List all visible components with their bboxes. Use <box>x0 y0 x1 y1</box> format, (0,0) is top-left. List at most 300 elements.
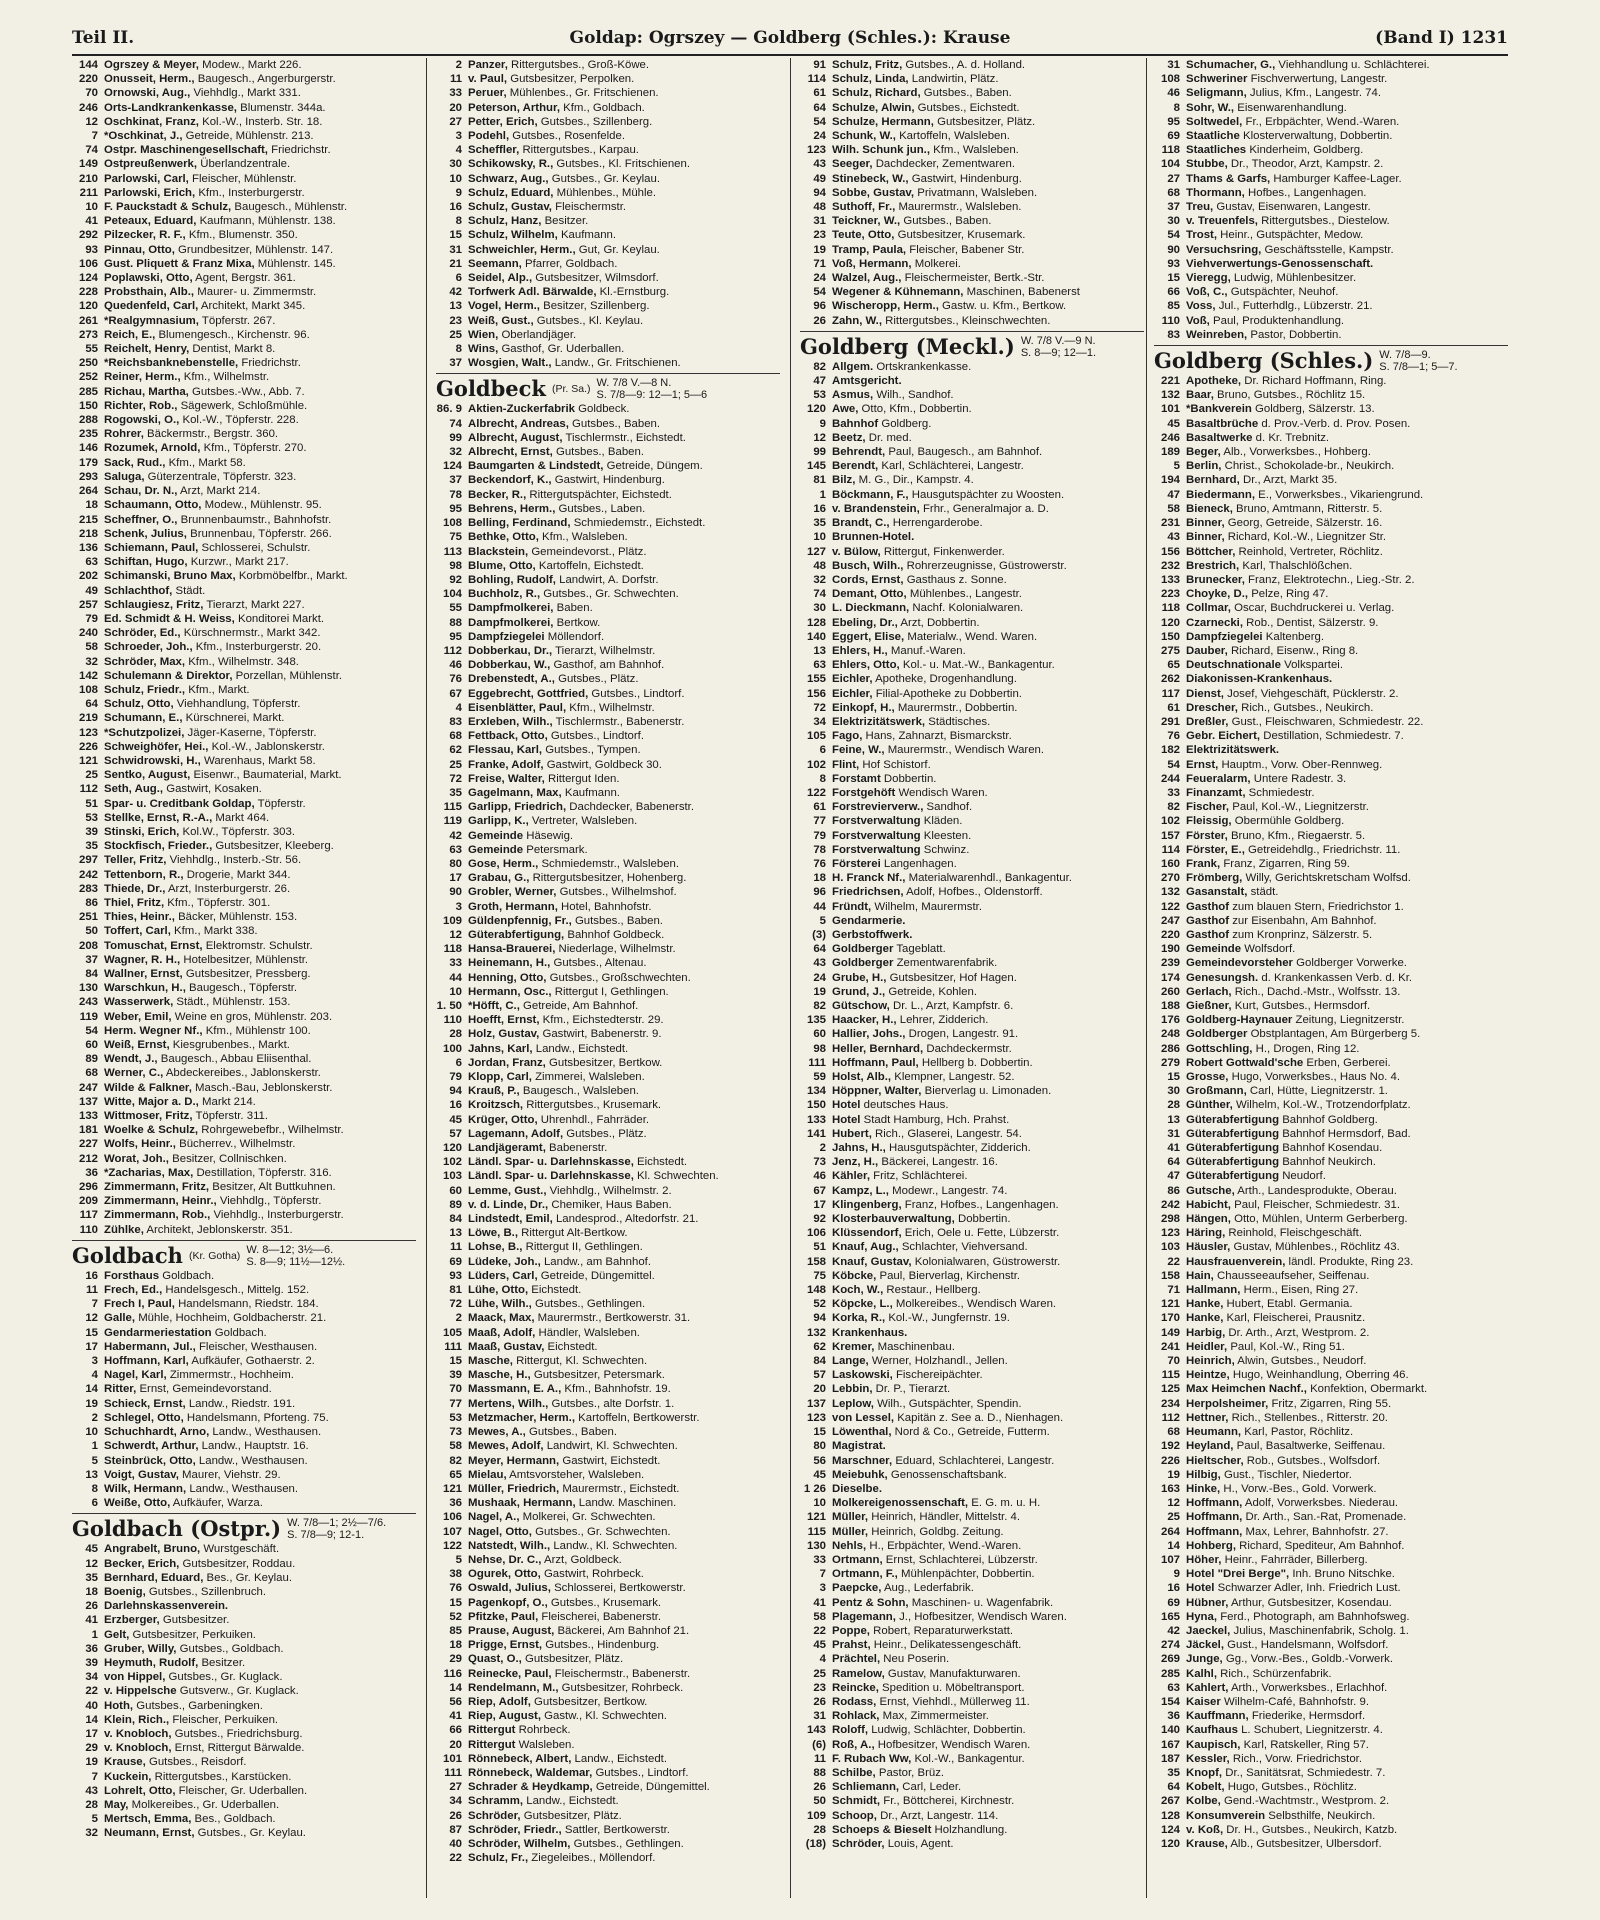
place-name: Goldbach <box>72 1242 183 1268</box>
phone-number: 22 <box>85 1685 98 1698</box>
subscriber-name: Junge, <box>1186 1653 1223 1666</box>
subscriber-details: Wilh., Sandhof. <box>873 389 954 402</box>
subscriber-details: Landesprod., Altedorfstr. 21. <box>552 1213 699 1226</box>
phone-number: 52 <box>813 1298 826 1311</box>
directory-entry <box>436 644 780 658</box>
phone-number: 121 <box>78 754 98 767</box>
directory-entry <box>436 701 780 715</box>
subscriber-name: Beckendorf, K., <box>468 474 552 487</box>
phone-number: 105 <box>806 730 826 743</box>
phone-number: 74 <box>813 588 826 601</box>
subscriber-name: Eggert, Elise, <box>832 630 905 643</box>
phone-number: 99 <box>813 446 826 459</box>
directory-entry <box>1154 1468 1508 1482</box>
subscriber-details: Karl, Pastor, Röchlitz. <box>1241 1426 1354 1439</box>
subscriber-name: Gottschling, <box>1186 1042 1253 1055</box>
directory-entry <box>1154 1638 1508 1652</box>
subscriber-details: Viehhdlg., Insterb.-Str. 56. <box>166 854 302 867</box>
subscriber-details: Reinhold, Fleischgeschäft. <box>1225 1227 1363 1240</box>
subscriber-name: Schieck, Ernst, <box>104 1397 186 1410</box>
directory-entry <box>1154 715 1508 729</box>
subscriber-name: Kessler, <box>1186 1752 1230 1765</box>
subscriber-details: Dr. Richard Hoffmann, Ring. <box>1241 375 1387 388</box>
subscriber-details: Kfm., Wilhelmstr. <box>180 371 270 384</box>
phone-number: 107 <box>442 1525 462 1538</box>
phone-number: 31 <box>813 215 826 228</box>
subscriber-details: Inh. Bruno Nitschke. <box>1289 1568 1395 1581</box>
subscriber-name: May, <box>104 1798 129 1811</box>
subscriber-name: Forstrevierverw., <box>832 801 924 814</box>
phone-number: 210 <box>78 172 98 185</box>
subscriber-details: Weine en gros, Mühlenstr. 203. <box>171 1010 333 1023</box>
subscriber-name: Vogel, Herm., <box>468 300 540 313</box>
subscriber-details: Gutsbes., Tympen. <box>542 744 641 757</box>
subscriber-details: Goldbach. <box>211 1326 267 1339</box>
subscriber-details: Otto, Kfm., Dobbertin. <box>858 403 972 416</box>
subscriber-details: Modewr., Langestr. 74. <box>888 1184 1008 1197</box>
subscriber-details: Gend.-Wachtmstr., Westprom. 2. <box>1220 1795 1390 1808</box>
phone-number: 156 <box>1160 545 1180 558</box>
phone-number: 90 <box>1167 243 1180 256</box>
subscriber-name: Reinecke, Paul, <box>468 1667 552 1680</box>
directory-entry <box>800 1013 1144 1027</box>
subscriber-details: Tageblatt. <box>893 943 946 956</box>
directory-entry <box>1154 1397 1508 1411</box>
phone-number: 44 <box>449 971 462 984</box>
place-name: Goldberg (Meckl.) <box>800 333 1015 359</box>
subscriber-name: Kalhl, <box>1186 1667 1218 1680</box>
place-name: Goldbach (Ostpr.) <box>72 1516 282 1542</box>
directory-entry <box>436 1042 780 1056</box>
directory-entry <box>800 157 1144 171</box>
phone-number: 39 <box>85 825 98 838</box>
subscriber-name: Forsthaus <box>104 1269 160 1282</box>
subscriber-details: Gutsbes., Gr. Keylau. <box>548 172 661 185</box>
subscriber-name: Zahn, W., <box>832 314 882 327</box>
directory-entry <box>72 853 416 867</box>
subscriber-name: Dobberkau, W., <box>468 659 551 672</box>
office-hours-line: S. 8—9; 12—1. <box>1020 346 1097 359</box>
subscriber-name: Wins, <box>468 343 499 356</box>
directory-entry <box>72 1542 416 1556</box>
header-rule <box>72 54 1508 56</box>
directory-entry <box>72 1297 416 1311</box>
phone-number: 17 <box>85 1727 98 1740</box>
place-heading <box>800 331 1144 360</box>
subscriber-details: Destillation, Töpferstr. 316. <box>193 1166 332 1179</box>
subscriber-name: Pentz & Sohn, <box>832 1596 909 1609</box>
subscriber-name: Häring, <box>1186 1227 1226 1240</box>
subscriber-details: Lehrer, Zidderich. <box>896 1014 989 1027</box>
phone-number: 8 <box>455 343 462 356</box>
subscriber-details: Hamburger Kaffee-Lager. <box>1270 172 1402 185</box>
subscriber-name: Einkopf, H., <box>832 701 895 714</box>
directory-entry <box>436 1837 780 1851</box>
subscriber-details: Gutsbes., Großschwechten. <box>546 971 691 984</box>
subscriber-details: Gutsbes.-Ww., Abb. 7. <box>188 385 305 398</box>
subscriber-details: Gutsbes., alte Dorfstr. 1. <box>548 1397 675 1410</box>
directory-entry <box>72 1038 416 1052</box>
directory-entry <box>436 1198 780 1212</box>
subscriber-name: Köbcke, <box>832 1269 877 1282</box>
directory-entry <box>800 1212 1144 1226</box>
subscriber-details: Eichstedt. <box>633 1156 688 1169</box>
directory-entry <box>72 754 416 768</box>
subscriber-name: Schoop, <box>832 1809 877 1822</box>
subscriber-details: Alb., Vorwerksbes., Hohberg. <box>1220 446 1371 459</box>
subscriber-details: Klosterverwaltung, Dobbertin. <box>1239 130 1393 143</box>
subscriber-details: Schmiedestr. <box>1245 786 1315 799</box>
subscriber-details: Franz, Hofbes., Langenhagen. <box>901 1198 1059 1211</box>
subscriber-details: Obermühle Goldberg. <box>1231 815 1345 828</box>
subscriber-details: Warenhaus, Markt 58. <box>200 754 316 767</box>
subscriber-name: Beger, <box>1186 446 1221 459</box>
phone-number: 221 <box>1160 375 1180 388</box>
directory-entry <box>436 1851 780 1865</box>
subscriber-name: Nehse, Dr. C., <box>468 1553 542 1566</box>
phone-number: 1 <box>819 488 826 501</box>
subscriber-details: Heinr., Delikatessengeschäft. <box>870 1639 1022 1652</box>
subscriber-name: Lange, <box>832 1355 869 1368</box>
phone-number: 14 <box>85 1383 98 1396</box>
subscriber-details: Gust., Tischler, Niedertor. <box>1220 1468 1352 1481</box>
subscriber-name: Grund, J., <box>832 985 886 998</box>
directory-entry <box>72 257 416 271</box>
subscriber-details: Hubert, Etabl. Germania. <box>1223 1298 1353 1311</box>
directory-entry <box>1154 1212 1508 1226</box>
subscriber-name: Sack, Rud., <box>104 456 166 469</box>
phone-number: 43 <box>1167 531 1180 544</box>
phone-number: 9 <box>819 417 826 430</box>
subscriber-details: Töpferstr. <box>254 797 306 810</box>
directory-entry <box>800 1553 1144 1567</box>
subscriber-name: Kobelt, <box>1186 1781 1225 1794</box>
subscriber-name: Gasanstalt, <box>1186 886 1248 899</box>
subscriber-details: Hauptm., Vorw. Ober-Rennweg. <box>1218 758 1383 771</box>
phone-number: 84 <box>813 1355 826 1368</box>
subscriber-name: Krüger, Otto, <box>468 1113 538 1126</box>
subscriber-name: Roß, A., <box>832 1738 875 1751</box>
subscriber-details: Besitzer, Alt Buttkuhnen. <box>209 1181 336 1194</box>
directory-entry <box>800 1454 1144 1468</box>
subscriber-name: Prigge, Ernst, <box>468 1639 543 1652</box>
directory-entry <box>1154 1297 1508 1311</box>
directory-entry <box>1154 672 1508 686</box>
phone-number: 35 <box>449 786 462 799</box>
phone-number: 5 <box>819 914 826 927</box>
subscriber-name: Garlipp, K., <box>468 815 529 828</box>
subscriber-details: Pfarrer, Goldbach. <box>521 257 618 270</box>
subscriber-name: Schulz, Eduard, <box>468 186 554 199</box>
subscriber-details: Goldberg. <box>878 417 932 430</box>
directory-entry <box>800 1411 1144 1425</box>
subscriber-details: Schmiedemstr., Walsleben. <box>538 857 680 870</box>
phone-number: 72 <box>449 1298 462 1311</box>
phone-number: 132 <box>806 1326 826 1339</box>
phone-number: 165 <box>1160 1610 1180 1623</box>
subscriber-name: Stockfisch, Frieder., <box>104 840 213 853</box>
subscriber-details: Gutsbes., Krusemark. <box>547 1596 662 1609</box>
subscriber-details: Blumengesch., Kirchenstr. 96. <box>155 328 310 341</box>
directory-entry <box>72 214 416 228</box>
phone-number: 45 <box>85 1543 98 1556</box>
subscriber-details: Ernst, Schlachterei, Lübzerstr. <box>882 1553 1038 1566</box>
subscriber-name: Erxleben, Wilh., <box>468 715 553 728</box>
subscriber-name: Müller, <box>832 1511 869 1524</box>
phone-number: 209 <box>78 1195 98 1208</box>
subscriber-name: Jenz, H., <box>832 1156 879 1169</box>
subscriber-name: Wilde & Falkner, <box>104 1081 192 1094</box>
subscriber-details: Getreide, Kohlen. <box>885 985 977 998</box>
subscriber-name: Hanke, <box>1186 1312 1224 1325</box>
subscriber-name: Peruer, <box>468 87 507 100</box>
subscriber-details: Richard, Kol.-W., Liegnitzer Str. <box>1224 531 1387 544</box>
subscriber-details: d. Krankenkassen Verb. d. Kr. <box>1258 971 1413 984</box>
subscriber-details: Gutsbesitzer, Hof Hagen. <box>886 971 1017 984</box>
subscriber-name: Heller, Bernhard, <box>832 1042 924 1055</box>
subscriber-name: Güterabfertigung <box>1186 1156 1280 1169</box>
subscriber-details: Gutsbes., Gr. Kuglack. <box>165 1671 283 1684</box>
subscriber-name: Gasthof <box>1186 928 1230 941</box>
directory-entry <box>1154 1837 1508 1851</box>
phone-number: 24 <box>813 971 826 984</box>
subscriber-name: Spar- u. Creditbank Goldap, <box>104 797 255 810</box>
subscriber-details: Tischlermstr., Babenerstr. <box>552 715 685 728</box>
subscriber-details: Gutsbesitzer, Bertkow. <box>530 1695 648 1708</box>
phone-number: 112 <box>1161 1411 1180 1424</box>
phone-number: 20 <box>449 1738 462 1751</box>
directory-entry <box>1154 1113 1508 1127</box>
directory-entry <box>1154 1581 1508 1595</box>
subscriber-details: Kfm., Walsleben. <box>929 144 1019 157</box>
directory-entry <box>72 1699 416 1713</box>
subscriber-name: Baumgarten & Lindstedt, <box>468 460 604 473</box>
column-2 <box>436 58 780 1898</box>
phone-number: 220 <box>78 73 98 86</box>
subscriber-name: Robert Gottwald'sche <box>1186 1056 1304 1069</box>
directory-entry <box>1154 1013 1508 1027</box>
phone-number: 83 <box>1167 328 1180 341</box>
phone-number: 181 <box>78 1124 98 1137</box>
phone-number: 76 <box>813 857 826 870</box>
directory-entry <box>1154 630 1508 644</box>
phone-number: 78 <box>813 843 826 856</box>
subscriber-name: Oschkinat, Franz, <box>104 115 199 128</box>
subscriber-name: Knauf, Aug., <box>832 1241 899 1254</box>
phone-number: 18 <box>85 1585 98 1598</box>
directory-entry <box>72 740 416 754</box>
directory-entry <box>1154 559 1508 573</box>
subscriber-name: Brunecker, <box>1186 573 1245 586</box>
subscriber-name: Rozumek, Arnold, <box>104 442 201 455</box>
subscriber-details: Getreide, Mühlenstr. 213. <box>182 130 314 143</box>
directory-entry <box>800 601 1144 615</box>
directory-entry <box>800 672 1144 686</box>
directory-entry <box>800 459 1144 473</box>
phone-number: 119 <box>443 815 462 828</box>
subscriber-details: städt. <box>1247 886 1279 899</box>
directory-entry <box>800 1326 1144 1340</box>
subscriber-details: Maschinenbau. <box>874 1340 955 1353</box>
subscriber-details: Besitzer. <box>198 1656 246 1669</box>
directory-entry <box>800 999 1144 1013</box>
phone-number: 27 <box>1167 172 1180 185</box>
subscriber-name: Podehl, <box>468 130 510 143</box>
phone-number: 1 <box>91 1628 98 1641</box>
subscriber-name: v. Knobloch, <box>104 1742 172 1755</box>
phone-number: 141 <box>806 1127 826 1140</box>
subscriber-details: Baugesch., Angerburgerstr. <box>194 73 336 86</box>
subscriber-name: Reich, E., <box>104 328 156 341</box>
phone-number: 150 <box>806 1099 826 1112</box>
subscriber-details: Getreide, Düngemittel. <box>592 1781 710 1794</box>
subscriber-details: Landw., Westhausen. <box>186 1482 299 1495</box>
directory-entry <box>436 1297 780 1311</box>
subscriber-name: Schulz, Otto, <box>104 698 174 711</box>
subscriber-details: Architekt, Markt 345. <box>198 300 306 313</box>
directory-entry <box>72 1812 416 1826</box>
subscriber-details: Rich., Glaserei, Langestr. 54. <box>871 1127 1022 1140</box>
subscriber-name: Eggebrecht, Gottfried, <box>468 687 589 700</box>
directory-entry <box>1154 687 1508 701</box>
directory-entry <box>72 1482 416 1496</box>
phone-number: 9 <box>455 186 462 199</box>
column-divider <box>1146 58 1147 1898</box>
subscriber-name: Gasthof <box>1186 914 1230 927</box>
subscriber-details: Christ., Schokolade-br., Neukirch. <box>1221 460 1395 473</box>
subscriber-details: Aug., Lederfabrik. <box>881 1582 974 1595</box>
subscriber-details: Bruno, Amtmann, Ritterstr. 5. <box>1232 502 1383 515</box>
subscriber-name: Garlipp, Friedrich, <box>468 801 567 814</box>
directory-entry <box>436 942 780 956</box>
phone-number: 49 <box>85 584 98 597</box>
phone-number: 93 <box>85 243 98 256</box>
subscriber-details: Otto, Mühlen, Unterm Gerberberg. <box>1230 1213 1408 1226</box>
subscriber-name: Köpcke, L., <box>832 1298 893 1311</box>
directory-entry <box>72 1741 416 1755</box>
subscriber-details: L. Schubert, Liegnitzerstr. 4. <box>1237 1724 1383 1737</box>
subscriber-details: Landw., Eichstedt. <box>523 1795 619 1808</box>
subscriber-name: Prahst, <box>832 1639 871 1652</box>
subscriber-details: Tierarzt, Wilhelmstr. <box>552 644 656 657</box>
subscriber-details: Wilhelm-Café, Bahnhofstr. 9. <box>1220 1695 1369 1708</box>
subscriber-name: Albrecht, Ernst, <box>468 446 553 459</box>
subscriber-details: Ferd., Photograph, am Bahnhofsweg. <box>1217 1610 1410 1623</box>
subscriber-name: Awe, <box>832 403 859 416</box>
subscriber-name: Magistrat. <box>832 1440 886 1453</box>
phone-number: 120 <box>806 403 826 416</box>
subscriber-details: Bertkow. <box>553 616 601 629</box>
phone-number: 64 <box>1167 1781 1180 1794</box>
subscriber-name: Teickner, W., <box>832 215 901 228</box>
subscriber-details: Schlosserei, Bertkowerstr. <box>550 1582 686 1595</box>
subscriber-name: Goldberger <box>832 957 894 970</box>
subscriber-details: Kl.-Ernstburg. <box>596 286 670 299</box>
subscriber-details: Gastwirt, Goldbeck 30. <box>543 758 662 771</box>
directory-entry <box>800 1624 1144 1638</box>
subscriber-details: Dr., Sanitätsrat, Schmiedestr. 7. <box>1222 1766 1386 1779</box>
directory-entry <box>800 1766 1144 1780</box>
subscriber-name: Schröder, Ed., <box>104 627 181 640</box>
subscriber-name: Lüdeke, Joh., <box>468 1255 541 1268</box>
directory-entry <box>1154 1652 1508 1666</box>
directory-entry <box>436 1070 780 1084</box>
directory-entry <box>800 101 1144 115</box>
phone-number: 111 <box>444 1340 462 1353</box>
subscriber-name: Hanke, <box>1186 1298 1224 1311</box>
subscriber-name: Poppe, <box>832 1624 870 1637</box>
directory-entry <box>1154 1610 1508 1624</box>
subscriber-name: Jahns, Karl, <box>468 1042 533 1055</box>
subscriber-name: Tettenborn, R., <box>104 868 184 881</box>
subscriber-name: Gose, Herm., <box>468 857 539 870</box>
subscriber-details: Markt 214. <box>198 1095 256 1108</box>
directory-entry <box>1154 1354 1508 1368</box>
subscriber-name: Drebenstedt, A., <box>468 673 555 686</box>
directory-entry <box>1154 402 1508 416</box>
phone-number: 21 <box>449 257 462 270</box>
subscriber-name: *Schutzpolizei, <box>104 726 185 739</box>
subscriber-name: Schwarz, Aug., <box>468 172 549 185</box>
subscriber-details: Fleischermstr. <box>551 201 627 214</box>
directory-entry <box>72 1269 416 1283</box>
directory-entry <box>1154 971 1508 985</box>
subscriber-name: Viehverwertungs-Genossenschaft. <box>1186 257 1374 270</box>
phone-number: 120 <box>1160 616 1180 629</box>
phone-number: 49 <box>813 172 826 185</box>
subscriber-name: Prause, August, <box>468 1624 555 1637</box>
directory-entry <box>436 928 780 942</box>
subscriber-name: Schau, Dr. N., <box>104 485 178 498</box>
phone-number: 137 <box>78 1095 98 1108</box>
subscriber-details: Viehhdlg., Töpferstr. <box>216 1195 322 1208</box>
subscriber-name: Schlachthof, <box>104 584 173 597</box>
directory-entry <box>72 101 416 115</box>
subscriber-name: Schroeder, Joh., <box>104 641 193 654</box>
subscriber-name: Lebbin, <box>832 1383 873 1396</box>
subscriber-name: Woelke & Schulz, <box>104 1124 199 1137</box>
phone-number: (3) <box>812 928 826 941</box>
directory-entry <box>436 1454 780 1468</box>
place-heading <box>1154 345 1508 374</box>
subscriber-details: Ernst, Gemeindevorstand. <box>136 1383 272 1396</box>
subscriber-details: Rittergut, Kl. Schwechten. <box>512 1355 648 1368</box>
subscriber-name: Klingenberg, <box>832 1198 902 1211</box>
subscriber-details: Kapitän z. See a. D., Nienhagen. <box>894 1411 1064 1424</box>
subscriber-details: Aufkäufer, Gothaerstr. 2. <box>188 1355 315 1368</box>
phone-number: 174 <box>1160 971 1180 984</box>
subscriber-name: Dienst, <box>1186 687 1224 700</box>
directory-entry <box>72 669 416 683</box>
directory-entry <box>72 882 416 896</box>
directory-entry <box>72 555 416 569</box>
phone-number: 269 <box>1160 1653 1180 1666</box>
subscriber-details: Arth., Vorwerksbes., Erlachhof. <box>1228 1681 1388 1694</box>
phone-number: 65 <box>449 1468 462 1481</box>
directory-entry <box>1154 502 1508 516</box>
directory-entry <box>72 1081 416 1095</box>
subscriber-name: Czarnecki, <box>1186 616 1243 629</box>
phone-number: 26 <box>813 1781 826 1794</box>
directory-entry <box>72 1411 416 1425</box>
subscriber-name: Konsumverein <box>1186 1809 1266 1822</box>
directory-entry <box>1154 814 1508 828</box>
subscriber-name: Schröder, Wilhelm, <box>468 1837 571 1850</box>
directory-entry <box>1154 459 1508 473</box>
subscriber-details: Pelze, Ring 47. <box>1248 588 1329 601</box>
subscriber-name: Genesungsh. <box>1186 971 1259 984</box>
subscriber-details: Gust., Fleischwaren, Schmiedestr. 22. <box>1228 715 1424 728</box>
